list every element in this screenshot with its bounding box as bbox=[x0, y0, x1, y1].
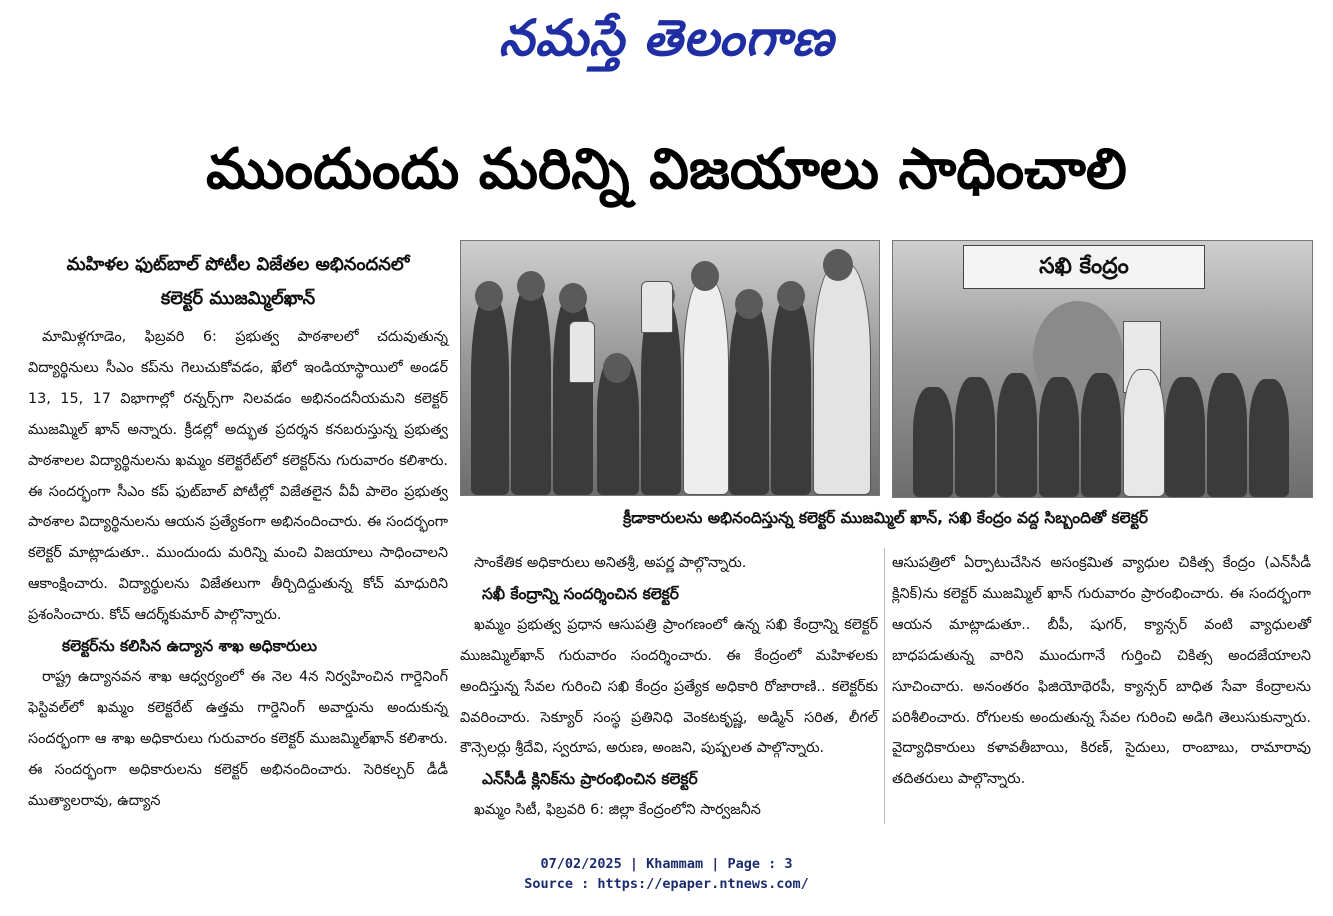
photo-person bbox=[1081, 373, 1121, 497]
subhead-line-1: మహిళల ఫుట్‌బాల్ పోటీల విజేతల అభినందనలో bbox=[66, 254, 410, 275]
article-column-2 bbox=[460, 548, 878, 826]
footer-edition-info: 07/02/2025 | Khammam | Page : 3 bbox=[540, 856, 793, 872]
article-column-3 bbox=[892, 548, 1311, 795]
column-divider bbox=[884, 548, 885, 824]
subhead-line-2: కలెక్టర్ ముజమ్మిల్‌ఖాన్ bbox=[160, 288, 316, 309]
photo-person bbox=[511, 285, 551, 495]
photo-person bbox=[955, 377, 995, 497]
article-column-1 bbox=[28, 322, 448, 817]
photo-person bbox=[1039, 377, 1079, 497]
photo-sakhi-centre-staff bbox=[892, 240, 1313, 498]
newspaper-masthead: నమస్తే తెలంగాణ bbox=[498, 8, 835, 67]
photo-person bbox=[771, 295, 811, 495]
photo-person-head bbox=[517, 271, 545, 301]
photo-person-head bbox=[823, 249, 853, 281]
photo-football-players-with-collector bbox=[460, 240, 880, 496]
article-paragraph: సాంకేతిక అధికారులు అనితశ్రీ, అపర్ణ పాల్గొన్నారు. bbox=[474, 555, 747, 571]
photo-person-head bbox=[691, 261, 719, 291]
photo-collector bbox=[1123, 369, 1165, 497]
article-headline: ముందుందు మరిన్ని విజయాలు సాధించాలి bbox=[206, 137, 1127, 202]
section-heading: సఖీ కేంద్రాన్ని సందర్శించిన కలెక్టర్ bbox=[482, 584, 679, 603]
article-paragraph: మామిళ్లగూడెం, ఫిబ్రవరి 6: ప్రభుత్వ పాఠశాలలో చదువుతున్న విద్యార్థినులు సీఎం కప్‌ను గెలుచుకోవడం, ఖేలో ఇండియాస్థాయిలో అండర్ 13, 15, 17 విభాగాల్లో రన్నర్స్‌గా నిలవడం అభినందనీయమని కలెక్టర్ ముజమ్మిల్ ఖాన్ అన్నారు. క్రీడల్లో అద్భుత ప్రదర్శన కనబరుస్తున్న ప్రభుత్వ పాఠశాలల విద్యార్థినులను ఖమ్మం కలెక్టరేట్‌లో కలెక్టర్‌ను గురువారం కలిశారు. ఈ సందర్భంగా సీఎం కప్ ఫుట్‌బాల్ పోటీల్లో విజేతలైన వీవీ పాలెం ప్రభుత్వ పాఠశాల విద్యార్థినులను ఆయన ప్రత్యేకంగా అభినందించారు. ఈ సందర్భంగా కలెక్టర్ మాట్లాడుతూ.. ముందుందు మరిన్ని మంచి విజయాలు సాధించాలని ఆకాంక్షించారు. విద్యార్థులను విజేతలుగా తీర్చిదిద్దుతున్న కోచ్ మాధురిని ప్రశంసించారు. కోచ్ ఆదర్శ్‌కుమార్ పాల్గొన్నారు. bbox=[28, 329, 448, 624]
photo-person bbox=[729, 299, 769, 495]
section-heading: ఎన్‌సీడీ క్లినిక్‌ను ప్రారంభించిన కలెక్టర్ bbox=[482, 770, 698, 789]
footer-source-link[interactable]: Source : https://epaper.ntnews.com/ bbox=[524, 876, 809, 892]
photo-person bbox=[997, 373, 1037, 497]
article-subheadline bbox=[28, 248, 448, 316]
photo-person bbox=[471, 295, 509, 495]
sakhi-centre-signboard: సఖి కేంద్రం bbox=[963, 245, 1205, 289]
photo-person-head bbox=[559, 283, 587, 313]
photo-person bbox=[1249, 379, 1289, 497]
article-paragraph: రాష్ట్ర ఉద్యానవన శాఖ ఆధ్వర్యంలో ఈ నెల 4న నిర్వహించిన గార్డెనింగ్ ఫెస్టివల్‌లో ఖమ్మం కలెక్టరేట్ ఉత్తమ గార్డెనింగ్ అవార్డును అందుకున్న సందర్భంగా ఆ శాఖ అధికారులు గురువారం కలెక్టర్ ముజమ్మిల్‌ఖాన్ కలిశారు. ఈ సందర్భంగా అధికారులను కలెక్టర్ అభినందించారు. సెరికల్చర్ డీడీ ముత్యాలరావు, ఉద్యాన bbox=[28, 668, 448, 809]
photo-person bbox=[913, 387, 953, 497]
photo-person bbox=[1165, 377, 1205, 497]
photo-official bbox=[813, 263, 871, 495]
photo-person bbox=[1207, 373, 1247, 497]
section-heading: కలెక్టర్‌ను కలిసిన ఉద్యాన శాఖ అధికారులు bbox=[62, 637, 317, 656]
trophy-icon bbox=[569, 321, 595, 383]
photo-person-head bbox=[777, 281, 805, 311]
trophy-icon bbox=[641, 281, 673, 333]
article-paragraph: ఆసుపత్రిలో ఏర్పాటుచేసిన అసంక్రమిత వ్యాధుల చికిత్స కేంద్రం (ఎన్‌సీడీ క్లినిక్)ను కలెక్టర్ ముజమ్మిల్ ఖాన్ గురువారం ప్రారంభించారు. ఈ సందర్భంగా ఆయన మాట్లాడుతూ.. బీపీ, షుగర్, క్యాన్సర్ వంటి వ్యాధులతో బాధపడుతున్న వారిని ముందుగానే గుర్తించి చికిత్స అందజేయాలని సూచించారు. అనంతరం ఫిజియోథెరపీ, క్యాన్సర్ బాధిత సేవా కేంద్రాలను పరిశీలించారు. రోగులకు అందుతున్న సేవల గురించి అడిగి తెలుసుకున్నారు. వైద్యాధికారులు కళావతీబాయి, కిరణ్, సైదులు, రాంబాబు, రామారావు తదితరులు పాల్గొన్నారు. bbox=[892, 555, 1311, 788]
photo-person-head bbox=[475, 281, 503, 311]
photo-caption: క్రీడాకారులను అభినందిస్తున్న కలెక్టర్ ముజమ్మిల్ ఖాన్, సఖి కేంద్రం వద్ద సిబ్బందితో కలెక్టర్ bbox=[623, 509, 1148, 527]
photo-collector bbox=[683, 279, 729, 495]
article-paragraph: ఖమ్మం ప్రభుత్వ ప్రధాన ఆసుపత్రి ప్రాంగణంలో ఉన్న సఖి కేంద్రాన్ని కలెక్టర్ ముజమ్మిల్‌ఖాన్ గురువారం సందర్శించారు. ఈ కేంద్రంలో మహిళలకు అందిస్తున్న సేవల గురించి సఖి కేంద్రం ప్రత్యేక అధికారి రోజారాణి.. కలెక్టర్‌కు వివరించారు. సెక్యూర్ సంస్థ ప్రతినిధి వెంకటకృష్ణ, అడ్మిన్ సరిత, లీగల్ కౌన్సెలర్లు శ్రీదేవి, స్వరూప, అరుణ, అంజని, పుష్పలత పాల్గొన్నారు. bbox=[460, 616, 878, 757]
article-paragraph: ఖమ్మం సిటీ, ఫిబ్రవరి 6: జిల్లా కేంద్రంలోని సార్వజనీన bbox=[474, 802, 761, 819]
photo-person-head bbox=[735, 289, 763, 319]
photo-person-head bbox=[603, 353, 631, 383]
